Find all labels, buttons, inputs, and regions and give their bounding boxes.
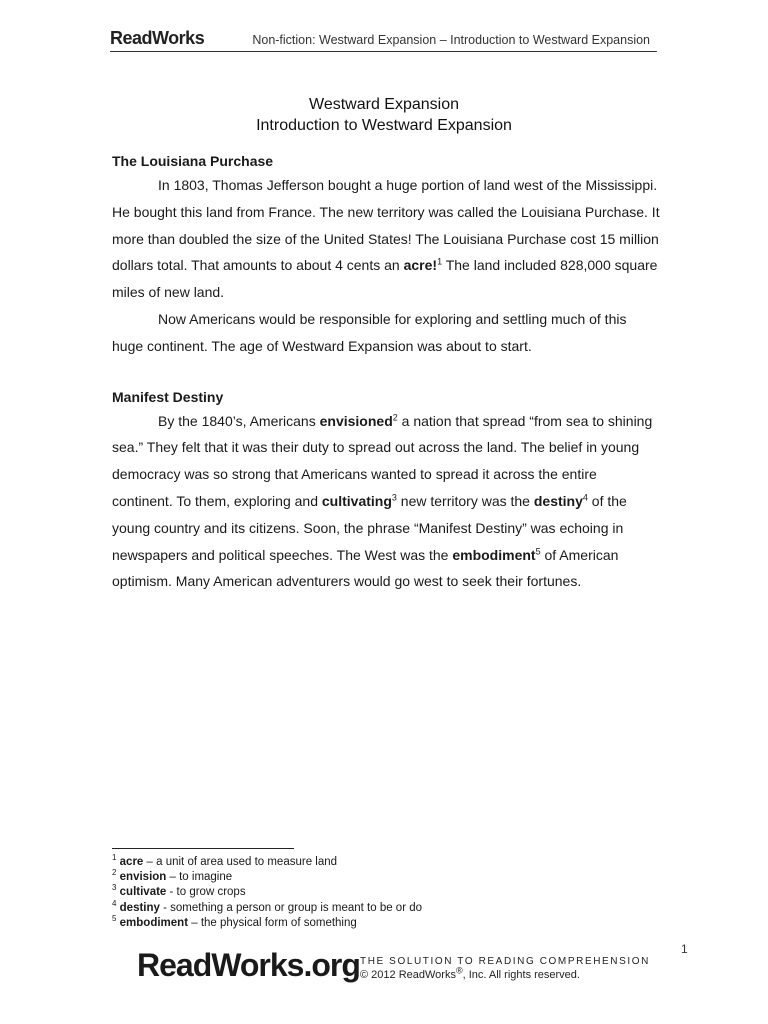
footnote-ref-5: 5 bbox=[535, 545, 541, 556]
section-spacer bbox=[112, 360, 660, 386]
page-number: 1 bbox=[681, 942, 688, 956]
footnote: $^3$ cultivate - to grow crops bbox=[112, 883, 246, 899]
footnote: $^5$ embodiment – the physical form of something bbox=[112, 913, 357, 929]
document-subtitle: Introduction to Westward Expansion bbox=[256, 117, 512, 134]
footnote-ref-4: 4 bbox=[582, 492, 588, 503]
header-subtitle: Non-fiction: Westward Expansion – Introduction to Westward Expansion bbox=[252, 33, 650, 47]
keyword-envisioned: envisioned bbox=[319, 412, 393, 429]
footer-logo: ReadWorks.org bbox=[137, 947, 360, 983]
footnote-ref-3: 3 bbox=[391, 492, 397, 503]
footnote: $^1$ acre – a unit of area used to measure land bbox=[112, 853, 338, 868]
keyword-cultivating: cultivating bbox=[321, 492, 392, 509]
section-heading-manifest: Manifest Destiny bbox=[112, 388, 224, 405]
title-block bbox=[0, 94, 768, 136]
paragraph-louisiana-1: In 1803, Thomas Jefferson bought a huge portion of land west of the Mississippi. He bought this land from France. The new territory was called the Louisiana Purchase. It more than doubled the size of the United States! The Louisiana Purchase cost 15 million dollars total. That amounts to about 4 cents an acre!$^1$ The land included 828,000 square miles of new land. bbox=[112, 177, 660, 301]
header-logo: ReadWorks bbox=[110, 28, 205, 48]
footnote: $^2$ envision – to imagine bbox=[112, 868, 233, 884]
paragraph-louisiana-2: Now Americans would be responsible for exploring and settling much of this huge continent. The age of Westward Expansion was about to start. bbox=[112, 310, 627, 354]
keyword-embodiment: embodiment bbox=[452, 546, 536, 563]
section-heading-louisiana: The Louisiana Purchase bbox=[112, 153, 274, 169]
keyword-acre: acre! bbox=[403, 257, 438, 274]
document-title: Westward Expansion bbox=[309, 96, 459, 113]
paragraph-manifest: By the 1840’s, Americans envisioned$^2$ a nation that spread “from sea to shining sea.” They felt that it was their duty to spread out across the land. The belief in young democracy was so strong that Americans wanted to spread it across the entire continent. To them, exploring and cultivating$^3$ new territory was the destiny$^4$ of the young country and its citizens. Soon, the phrase “Manifest Destiny” was echoing in newspapers and political speeches. The West was the embodiment$^5$ of American optimism. Many American adventurers would go west to seek their fortunes. bbox=[112, 411, 653, 590]
footnote-rule bbox=[112, 848, 294, 849]
footer-copyright: © 2012 ReadWorks®, Inc. All rights reserved. bbox=[360, 965, 580, 981]
footnote-ref-1: 1 bbox=[437, 256, 443, 267]
header-rule bbox=[110, 51, 657, 52]
footnote-ref-2: 2 bbox=[392, 411, 398, 422]
footer-tagline: THE SOLUTION TO READING COMPREHENSION bbox=[360, 956, 650, 967]
article-content bbox=[112, 150, 660, 595]
keyword-destiny: destiny bbox=[533, 492, 583, 509]
footnote: $^4$ destiny - something a person or group is meant to be or do bbox=[112, 898, 423, 914]
footnotes bbox=[112, 855, 612, 931]
